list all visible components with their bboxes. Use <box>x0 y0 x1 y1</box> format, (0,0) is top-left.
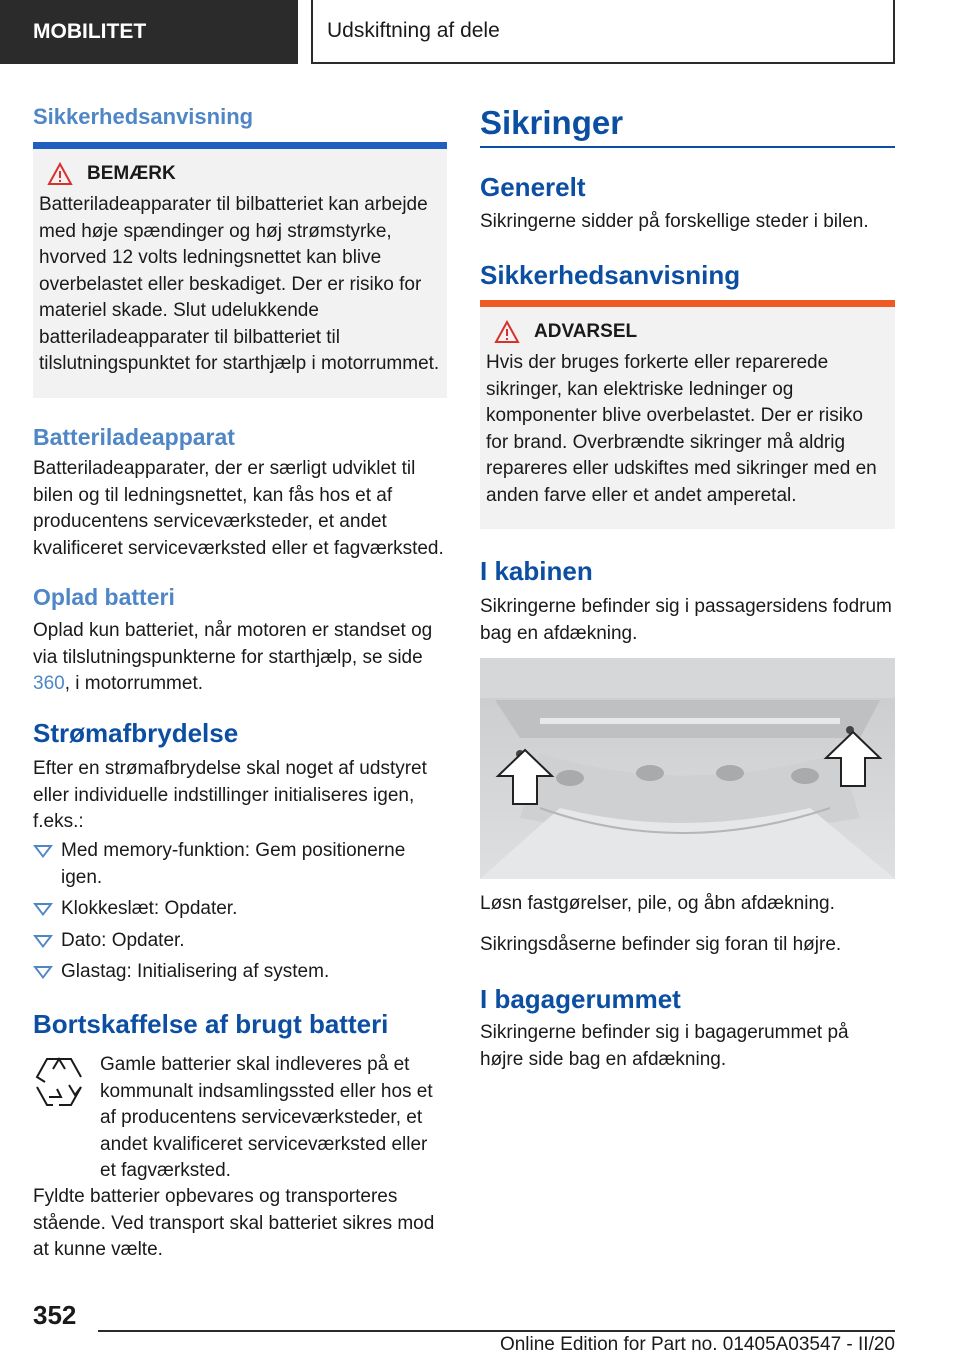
list-item: Med memory-funktion: Gem positionerne igen. <box>33 838 447 891</box>
title-rule <box>480 146 895 148</box>
warning-text: Hvis der bruges forkerte eller reparerede sikringer, kan elektriske ledninger og komponenter blive overbelastet. Der er risiko for brand. Overbrændte sikringer må aldrig repareres eller udskiftes med sikringer med en anden farve eller et andet amperetal. <box>486 352 877 506</box>
page-link[interactable]: 360 <box>33 673 65 694</box>
paragraph-general: Sikringerne sidder på forskellige steder i bilen. <box>480 211 869 232</box>
notice-header <box>39 162 441 186</box>
list-item: Glastag: Initialisering af system. <box>33 959 447 986</box>
warning-title: ADVARSEL <box>534 321 638 342</box>
paragraph-power-cut: Efter en strømafbrydelse skal noget af udstyret eller individuelle indstillinger initialiseres igen, f.eks.: <box>33 758 427 832</box>
notice-box <box>33 142 447 398</box>
paragraph-cabin-2: Løsn fastgørelser, pile, og åbn afdækning. <box>480 893 835 914</box>
paragraph-charger: Batteriladeapparater, der er særligt udviklet til bilen og til ledningsnettet, kan fås hos et af producentens serviceværksteder, et andet kvalificeret serviceværksted eller et fagværksted. <box>33 458 444 559</box>
heading-charger: Batteriladeapparat <box>33 424 235 450</box>
triangle-bullet-icon <box>33 903 53 916</box>
footer-rule <box>98 1330 895 1332</box>
warning-icon <box>494 320 520 344</box>
paragraph-charge-battery <box>33 618 447 698</box>
page-number: 352 <box>33 1300 77 1330</box>
heading-safety-left: Sikkerhedsanvisning <box>33 104 254 129</box>
warning-header <box>486 320 889 344</box>
heading-disposal: Bortskaffelse af brugt batteri <box>33 1009 389 1039</box>
paragraph-cabin-3: Sikringsdåserne befinder sig foran til højre. <box>480 934 842 955</box>
list-item: Dato: Opdater. <box>33 928 447 955</box>
paragraph-cabin: Sikringerne befinder sig i passagersidens fodrum bag en afdækning. <box>480 596 892 644</box>
paragraph-disposal-2: Fyldte batterier opbevares og transporteres stående. Ved transport skal batteriet sikres mod at kunne vælte. <box>33 1186 435 1260</box>
notice-text: Batteriladeapparater til bilbatteriet kan arbejde med høje spændinger og høj strømstyrke, hvorved 12 volts ledningsnettet kan blive overbelastet eller beskadiget. Der er risiko for materiel skade. Slut udelukkende batteriladeapparater til bilbatteriet til tilslutningspunktet for starthjælp i motorrummet. <box>39 194 440 374</box>
heading-fuses: Sikringer <box>480 104 624 141</box>
triangle-bullet-icon <box>33 845 53 858</box>
warning-icon <box>47 162 73 186</box>
triangle-bullet-icon <box>33 935 53 948</box>
warning-box <box>480 300 895 529</box>
heading-cabin: I kabinen <box>480 556 593 586</box>
notice-bar <box>33 142 447 149</box>
list-item: Klokkeslæt: Opdater. <box>33 896 447 923</box>
footer-edition: Online Edition for Part no. 01405A03547 - II/20 <box>499 1334 895 1355</box>
notice-title: BEMÆRK <box>87 163 176 184</box>
section-tab <box>0 0 298 64</box>
heading-general: Generelt <box>480 172 586 202</box>
heading-trunk: I bagagerummet <box>480 984 681 1014</box>
recycle-icon <box>33 1055 85 1109</box>
chapter-title: Udskiftning af dele <box>327 19 500 42</box>
heading-power-cut: Strømafbrydelse <box>33 718 239 748</box>
section-title: MOBILITET <box>33 20 147 43</box>
charge-text-a: Oplad kun batteriet, når motoren er standset og via tilslutningspunkterne for starthjælp, se side <box>33 620 433 668</box>
cabin-fuse-cover-photo <box>480 658 895 879</box>
chapter-tab <box>311 0 895 64</box>
paragraph-trunk: Sikringerne befinder sig i bagagerummet på højre side bag en afdækning. <box>480 1022 849 1070</box>
charge-text-b: , i motorrummet. <box>64 673 204 694</box>
bullet-list <box>33 838 447 991</box>
triangle-bullet-icon <box>33 966 53 979</box>
heading-safety-right: Sikkerhedsanvisning <box>480 260 741 290</box>
warning-bar <box>480 300 895 307</box>
heading-charge-battery: Oplad batteri <box>33 584 175 610</box>
paragraph-disposal-1: Gamle batterier skal indleveres på et kommunalt indsamlingssted eller hos et af producentens serviceværksteder, et andet kvalificeret serviceværksted eller et fagværksted. <box>100 1054 433 1181</box>
